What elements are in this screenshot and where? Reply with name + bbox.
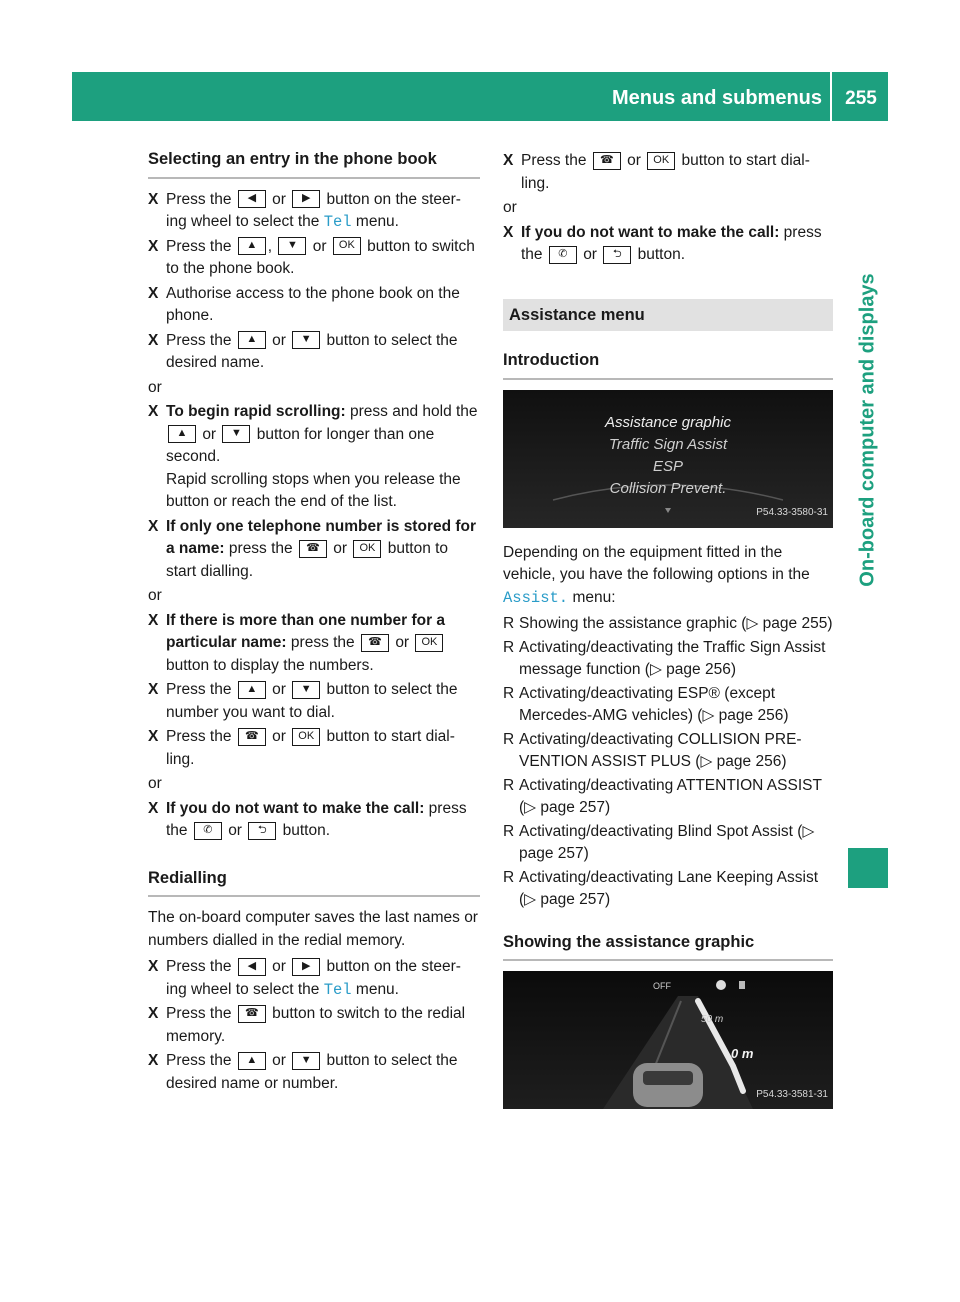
instruction: X Press the ▲ , ▼ or OK button to switch to the phone book. (148, 237, 475, 277)
side-tab-block (848, 848, 888, 888)
ok-key-icon: OK (333, 237, 361, 255)
tel-menu-label: Tel (323, 980, 352, 999)
menu-item: Assistance graphic (605, 413, 731, 431)
down-arrow-key-icon: ▼ (222, 425, 250, 443)
menu-item: ESP (652, 457, 683, 475)
intro-paragraph: Depending on the equipment fitted in the vehicle, you have the following options in the Assist. menu: (503, 543, 810, 607)
list-item: R Activating/deactivating Lane Keeping Assist (▷ page 257) (503, 868, 818, 908)
back-key-icon: ⮌ (603, 246, 631, 264)
or-text: or (148, 775, 162, 792)
left-arrow-key-icon: ◀ (238, 958, 266, 976)
down-arrow-key-icon: ▼ (278, 237, 306, 255)
instruction: X Press the ◀ or ▶ button on the steer-ing wheel to select the Tel menu. (148, 190, 461, 231)
list-item: R Activating/deactivating Blind Spot Assist (▷ page 257) (503, 822, 815, 862)
instruction-marker: X (148, 190, 159, 208)
up-arrow-key-icon: ▲ (238, 331, 266, 349)
instruction: X If you do not want to make the call: press the ✆ or ⮌ button. (148, 799, 467, 839)
left-column (148, 140, 480, 1097)
instruction: X Press the ☎ or OK button to start dial-ling. (503, 152, 810, 192)
hang-up-key-icon: ✆ (549, 246, 577, 264)
down-arrow-key-icon: ▼ (292, 681, 320, 699)
assistance-menu-image (503, 390, 833, 528)
right-arrow-key-icon: ▶ (292, 958, 320, 976)
instruction-note: Rapid scrolling stops when you release the button or reach the end of the list. (166, 470, 461, 510)
introduction-heading: Introduction (503, 341, 833, 380)
list-item: R Activating/deactivating ESP® (except Mercedes-AMG vehicles) (▷ page 256) (503, 684, 789, 724)
list-item: R Showing the assistance graphic (▷ page 255) (503, 615, 833, 632)
list-item: R Activating/deactivating the Traffic Sign Assist message function (▷ page 256) (503, 638, 826, 678)
or-text: or (503, 199, 517, 216)
instruction: X Press the ☎ button to switch to the redial memory. (148, 1005, 466, 1045)
down-arrow-key-icon: ▼ (292, 1052, 320, 1070)
menu-item: Collision Prevent. (609, 479, 727, 497)
left-arrow-key-icon: ◀ (238, 190, 266, 208)
instruction: X Authorise access to the phone book on the phone. (148, 284, 460, 324)
instruction: X Press the ▲ or ▼ button to select the desired name or number. (148, 1052, 458, 1092)
tel-menu-label: Tel (323, 213, 352, 231)
instruction: X If only one telephone number is stored for a name: press the ☎ or OK button to start dialling. (148, 517, 477, 580)
ok-key-icon: OK (292, 728, 320, 746)
header-title: Menus and submenus (611, 87, 822, 109)
zero-distance-label: 0 m (731, 1046, 754, 1061)
instruction: X Press the ◀ or ▶ button on the steer-ing wheel to select the Tel menu. (148, 958, 461, 999)
up-arrow-key-icon: ▲ (238, 681, 266, 699)
section-heading-redialling: Redialling (148, 859, 480, 898)
side-tab-label: On-board computer and displays (856, 273, 879, 587)
up-arrow-key-icon: ▲ (168, 425, 196, 443)
assistance-menu-heading: Assistance menu (503, 299, 833, 332)
instruction: X Press the ☎ or OK button to start dial-ling. (148, 728, 455, 768)
assistance-graphic-image (503, 971, 833, 1109)
menu-item: Traffic Sign Assist (608, 435, 728, 453)
instruction: X If there is more than one number for a particular name: press the ☎ or OK button to display the numbers. (148, 611, 446, 674)
ok-key-icon: OK (647, 152, 675, 170)
instruction: X Press the ▲ or ▼ button to select the desired name. (148, 331, 458, 371)
right-arrow-key-icon: ▶ (292, 190, 320, 208)
phone-key-icon: ☎ (299, 540, 327, 558)
distance-label: 50 m (701, 1014, 724, 1025)
list-item: R Activating/deactivating ATTENTION ASSIST (▷ page 257) (503, 776, 822, 816)
or-text: or (148, 587, 162, 604)
instruction: X To begin rapid scrolling: press and hold the ▲ or ▼ button for longer than one second. Rapid scrolling stops when you release the button or reach the end of the list. (148, 403, 478, 510)
up-arrow-key-icon: ▲ (238, 1052, 266, 1070)
up-arrow-key-icon: ▲ (238, 237, 266, 255)
phone-key-icon: ☎ (238, 728, 266, 746)
instruction: X If you do not want to make the call: press the ✆ or ⮌ button. (503, 223, 822, 263)
or-text: or (148, 378, 162, 396)
off-label: OFF (653, 981, 671, 991)
hang-up-key-icon: ✆ (194, 822, 222, 840)
page-number: 255 (845, 88, 877, 109)
right-column (503, 150, 833, 1109)
phone-key-icon: ☎ (361, 634, 389, 652)
down-arrow-key-icon: ▼ (292, 331, 320, 349)
redialling-paragraph: The on-board computer saves the last names or numbers dialled in the redial memory. (148, 909, 478, 949)
instruction: X Press the ▲ or ▼ button to select the number you want to dial. (148, 681, 458, 721)
phone-key-icon: ☎ (238, 1005, 266, 1023)
image-caption: P54.33-3580-31 (756, 507, 828, 518)
section-heading-phone-book: Selecting an entry in the phone book (148, 140, 480, 179)
ok-key-icon: OK (353, 540, 381, 558)
phone-key-icon: ☎ (593, 152, 621, 170)
header-divider (830, 72, 832, 121)
showing-graphic-heading: Showing the assistance graphic (503, 923, 833, 962)
back-key-icon: ⮌ (248, 822, 276, 840)
assist-menu-label: Assist. (503, 588, 569, 607)
ok-key-icon: OK (415, 634, 443, 652)
image-caption: P54.33-3581-31 (756, 1088, 828, 1100)
list-item: R Activating/deactivating COLLISION PRE-VENTION ASSIST PLUS (▷ page 256) (503, 730, 802, 770)
